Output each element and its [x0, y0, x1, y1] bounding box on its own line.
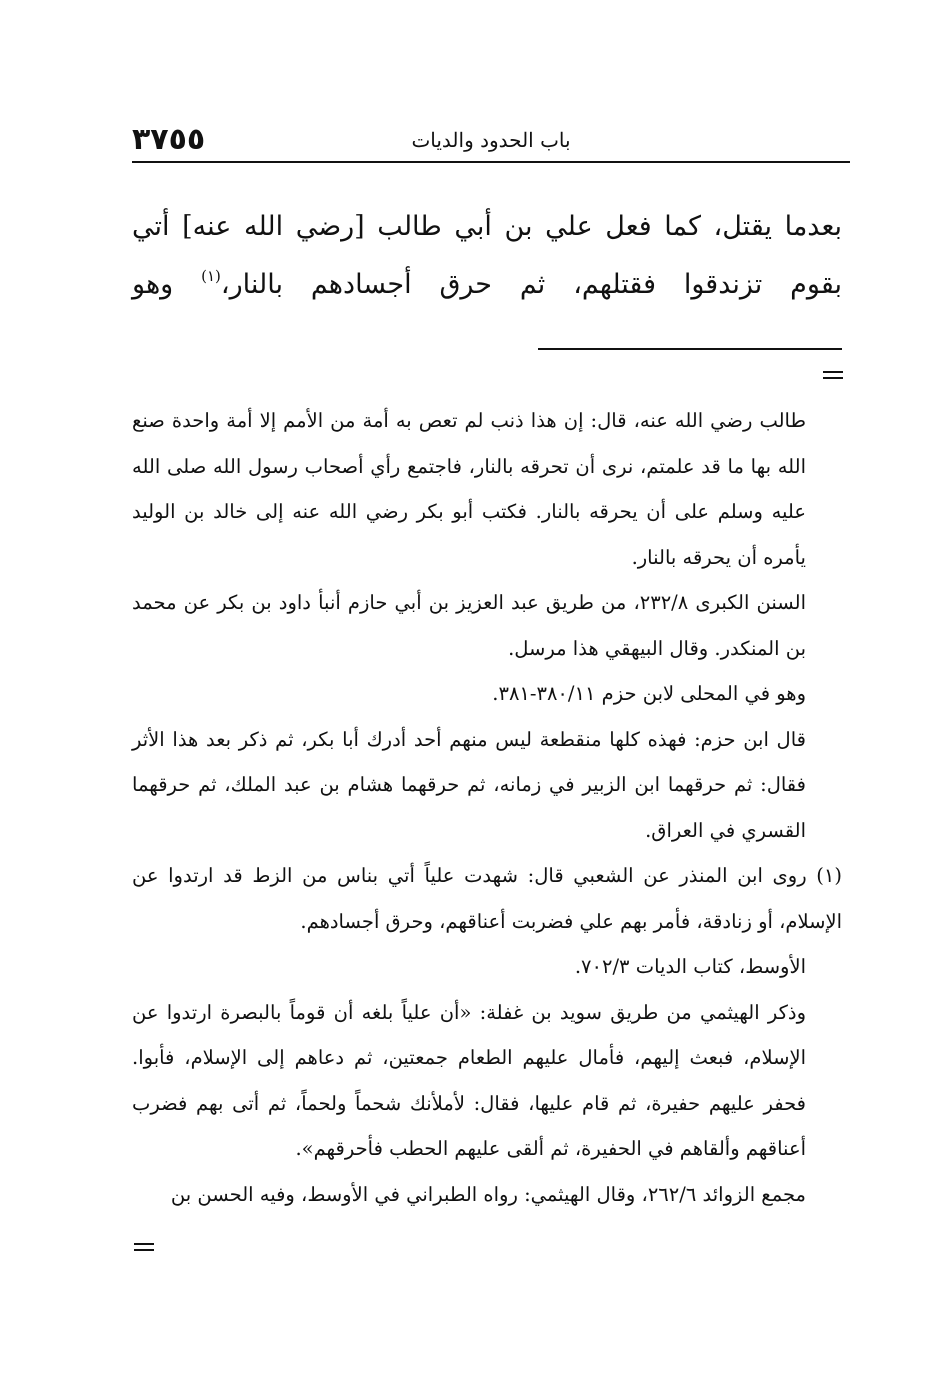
main-text	[132, 198, 842, 314]
footnote-1-paragraph: مجمع الزوائد ٢٦٢/٦، وقال الهيثمي: رواه الطبراني في الأوسط، وفيه الحسن بن	[170, 1182, 806, 1206]
footnote-1-first-paragraph	[132, 853, 842, 944]
footnote-continued-paragraph: قال ابن حزم: فهذه كلها منقطعة ليس منهم أحد أدرك أبا بكر، ثم ذكر بعد هذا الأثر فقال: ثم حرقهما ابن الزبير في زمانه، ثم حرقهما هشام بن عبد الملك، ثم حرقهما القسري في العراق.	[132, 727, 806, 842]
page-number: ٣٧٥٥	[132, 122, 206, 157]
footnote-continued-paragraph: طالب رضي الله عنه، قال: إن هذا ذنب لم تعص به أمة من الأمم إلا أمة واحدة صنع الله بها ما قد علمتم، نرى أن تحرقه بالنار، فاجتمع رأي أصحاب رسول الله صلى الله عليه وسلم على أن يحرقه بالنار. فكتب أبو بكر رضي الله عنه إلى خالد بن الوليد يأمره أن يحرقه بالنار.	[132, 409, 806, 569]
continuation-mark-bottom	[134, 1243, 154, 1251]
footnote-continued-paragraph: السنن الكبرى ٢٣٢/٨، من طريق عبد العزيز بن أبي حازم أنبأ داود بن بكر عن محمد بن المنكدر. وقال البيهقي هذا مرسل.	[132, 591, 807, 660]
footnote-continued-paragraph: وهو في المحلى لابن حزم ٣٨٠/١١-٣٨١.	[492, 682, 806, 705]
footnotes	[132, 398, 842, 1217]
main-paragraph	[132, 198, 842, 314]
main-text-before-note: بعدما يقتل، كما فعل علي بن أبي طالب [رضي الله عنه] أتي بقوم تزندقوا فقتلهم، ثم حرق أجسادهم بالنار،	[132, 211, 842, 300]
page-header	[132, 118, 850, 160]
running-title: باب الحدود والديات	[411, 128, 571, 152]
main-text-after-note: وهو	[132, 269, 202, 300]
header-rule	[132, 161, 850, 163]
footnote-separator-rule	[538, 348, 842, 350]
footnote-1-paragraph: وذكر الهيثمي من طريق سويد بن غفلة: «أن علياً بلغه أن قوماً بالبصرة ارتدوا عن الإسلام، فبعث إليهم، فأمال عليهم الطعام جمعتين، ثم دعاهم إلى الإسلام، فأبوا. فحفر عليهم حفيرة، ثم قام عليها، فقال: لأملأنك شحماً ولحماً، ثم أتى بهم فضرب أعناقهم وألقاهم في الحفيرة، ثم ألقى عليهم الحطب فأحرقهم».	[132, 1000, 806, 1160]
footnote-reference: (١)	[201, 267, 221, 285]
footnote-1-paragraph: الأوسط، كتاب الديات ٧٠٢/٣.	[574, 955, 806, 978]
footnote-1-text: روى ابن المنذر عن الشعبي قال: شهدت علياً أتي بناس من الزط قد ارتدوا عن الإسلام، أو زنادقة، فأمر بهم علي فضربت أعناقهم، وحرق أجسادهم.	[132, 864, 842, 933]
continuation-mark-top	[823, 371, 843, 379]
footnote-1-marker: (١)	[816, 864, 842, 887]
